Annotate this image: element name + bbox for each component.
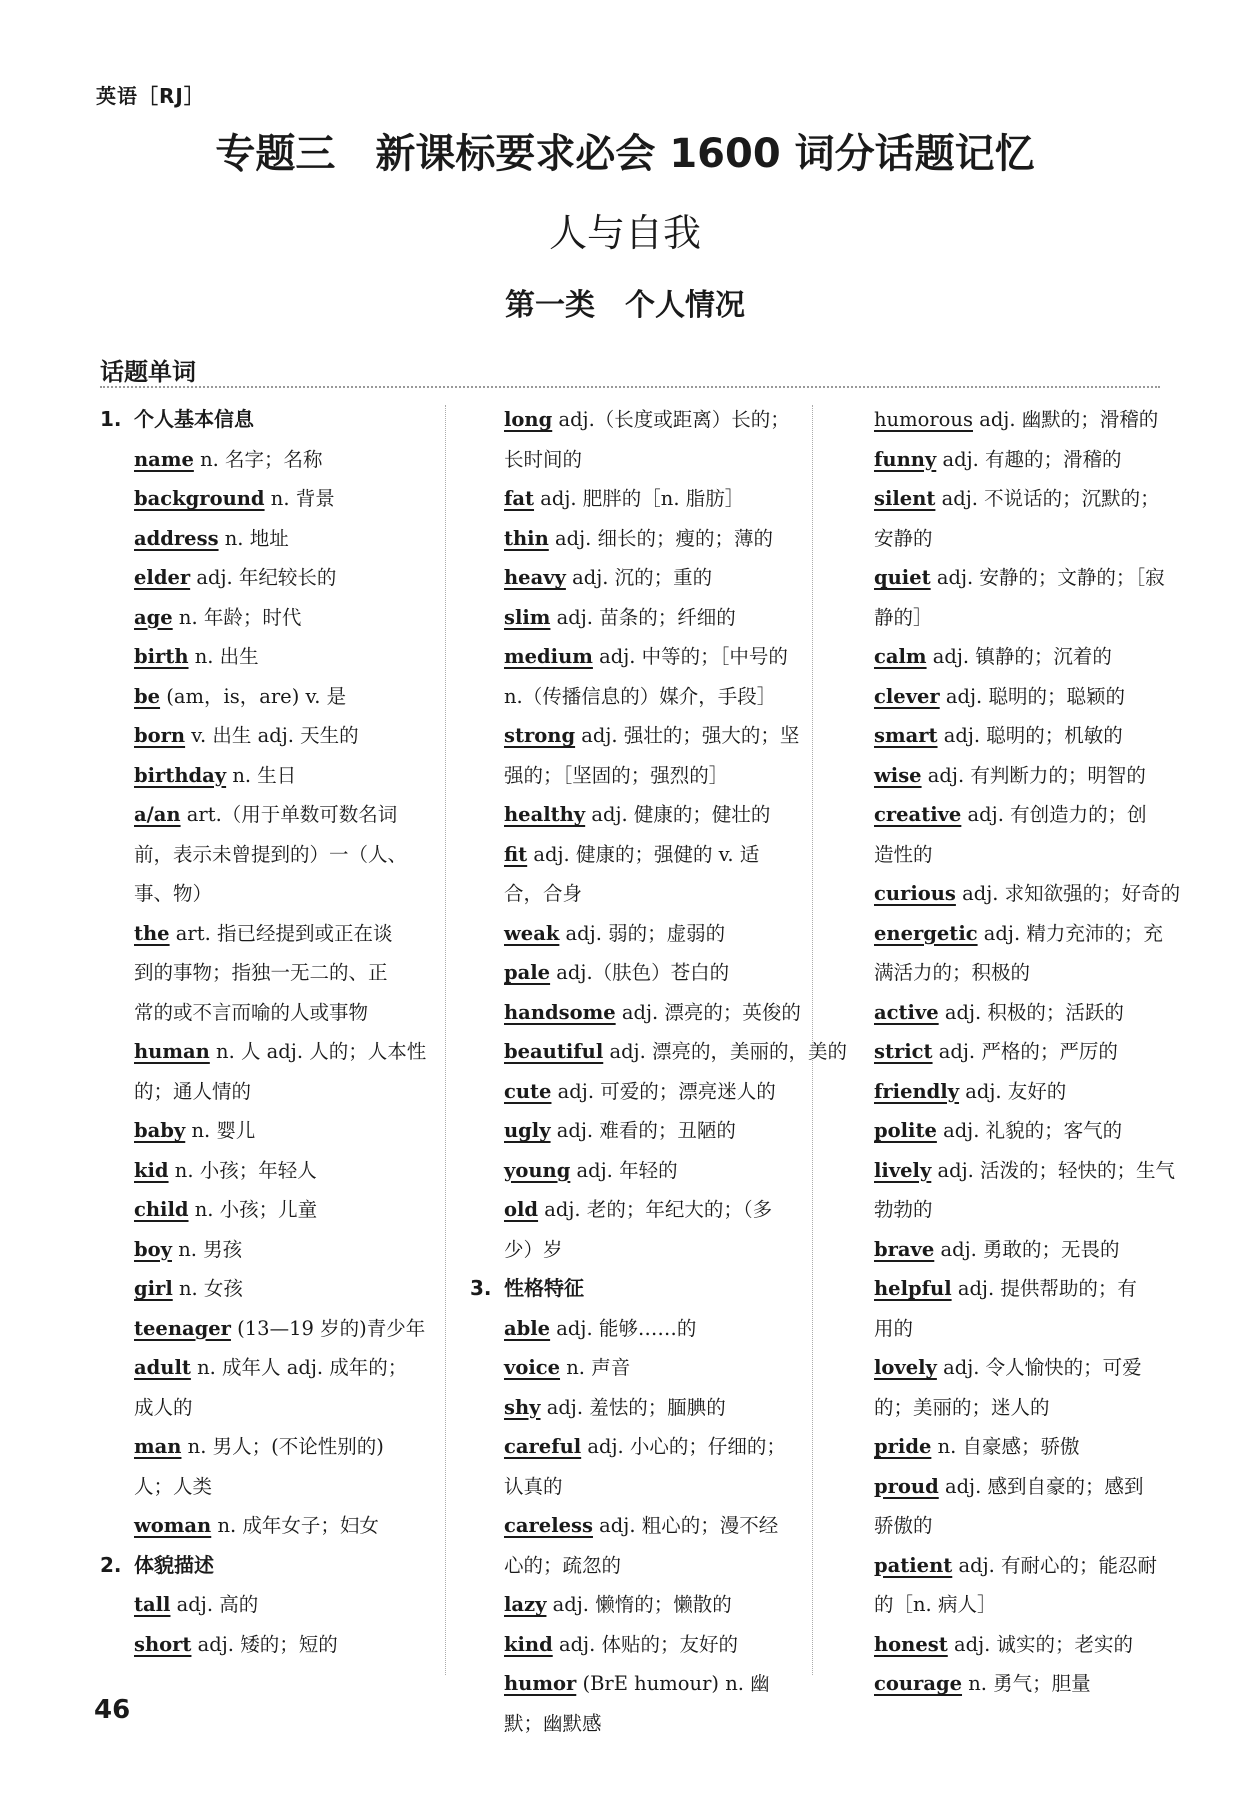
vocab-entry: [470, 1309, 795, 1349]
vocab-definition: adj. 聪明的；聪颖的: [945, 684, 1125, 708]
vocab-entry: [470, 835, 795, 875]
vocab-definition: adj. 健康的；强健的 v. 适: [533, 842, 760, 866]
definition-continuation: 勃勃的: [874, 1198, 933, 1221]
vocab-definition: n. 人 adj. 人的；人本性: [216, 1040, 427, 1063]
vocab-definition: adj. 有耐心的；能忍耐: [958, 1553, 1158, 1577]
definition-continuation: 事、物）: [134, 882, 213, 905]
vocab-definition: adj. 粗心的；漫不经: [599, 1514, 779, 1537]
vocab-word: be: [134, 684, 161, 708]
vocab-entry: [840, 1427, 1170, 1467]
vocab-word: teenager: [134, 1316, 231, 1340]
vocab-entry: [100, 1427, 435, 1467]
vocab-entry: [470, 1506, 795, 1546]
vocab-entry: [840, 874, 1181, 914]
definition-continuation: 常的或不言而喻的人或事物: [134, 1000, 369, 1024]
vocab-definition: adj. 难看的；丑陋的: [556, 1119, 736, 1142]
vocab-entry: [840, 756, 1170, 796]
definition-continuation: 的［n. 病人］: [874, 1593, 997, 1616]
vocab-word: background: [134, 487, 265, 510]
vocab-entry: [470, 1032, 848, 1072]
vocab-definition: (am，is，are) v. 是: [166, 684, 347, 708]
definition-continuation: 长时间的: [504, 447, 583, 471]
vocab-definition: adj. 安静的；文静的；［寂: [936, 566, 1165, 589]
vocab-entry: [840, 914, 1170, 954]
vocab-entry: [470, 1190, 795, 1230]
vocab-word: lovely: [874, 1356, 937, 1379]
vocab-word: careful: [504, 1435, 582, 1458]
vocab-entry: [840, 1269, 1170, 1309]
definition-continuation: 人；人类: [134, 1474, 213, 1498]
vocab-word: girl: [134, 1277, 173, 1300]
vocab-entry: [100, 637, 435, 677]
vocab-entry: [100, 479, 435, 519]
definition-continuation: 用的: [874, 1316, 914, 1340]
vocab-word: human: [134, 1040, 210, 1063]
vocab-entry: [470, 519, 795, 559]
vocab-entry: [470, 400, 795, 440]
vocab-word: pale: [504, 961, 551, 984]
category-title: 第一类 个人情况: [505, 288, 745, 323]
vocab-entry: [840, 1151, 1176, 1191]
vocab-word: humorous: [874, 408, 973, 431]
vocab-definition: n. 成年女子；妇女: [217, 1514, 379, 1537]
vocab-definition: adj. 漂亮的；英俊的: [621, 1000, 801, 1024]
vocab-definition: adj. 健康的；健壮的: [591, 803, 771, 826]
vocab-word: cute: [504, 1079, 552, 1103]
vocab-entry: [470, 1585, 795, 1625]
vocab-word: careless: [504, 1514, 593, 1537]
vocab-word: pride: [874, 1435, 932, 1458]
vocab-definition: n. 男孩: [178, 1237, 243, 1261]
vocab-entry: [840, 637, 1170, 677]
vocab-definition: adj. 沉的；重的: [572, 566, 713, 589]
vocab-definition: adj.（长度或距离）长的；: [558, 408, 790, 431]
definition-continuation: 的；美丽的；迷人的: [874, 1395, 1050, 1419]
vocab-entry: [100, 1190, 435, 1230]
vocab-entry: [470, 479, 795, 519]
vocab-word: proud: [874, 1474, 939, 1498]
vocab-definition: adj. 漂亮的，美丽的，美的: [609, 1040, 848, 1063]
vocab-word: baby: [134, 1119, 186, 1142]
vocab-word: quiet: [874, 566, 931, 589]
vocab-definition: n. 名字；名称: [200, 447, 323, 471]
vocab-entry: [840, 716, 1170, 756]
vocab-word: a/an: [134, 803, 181, 826]
vocab-definition: adj. 诚实的；老实的: [953, 1632, 1134, 1656]
vocab-definition: adj. 中等的；［中号的: [599, 645, 788, 668]
vocab-entry: [470, 993, 801, 1033]
vocab-definition: adj. 友好的: [965, 1079, 1067, 1103]
topic-number: 3.: [470, 1276, 492, 1300]
topic-title: 个人基本信息: [134, 407, 254, 431]
vocab-definition: n. 小孩；儿童: [194, 1198, 318, 1221]
vocab-word: short: [134, 1632, 192, 1656]
vocab-definition: adj. 活泼的；轻快的；生气: [937, 1158, 1176, 1182]
vocab-definition: adj. 小心的；仔细的；: [587, 1435, 786, 1458]
vocab-entry: [840, 1230, 1170, 1270]
vocab-word: age: [134, 605, 173, 629]
vocab-word: wise: [874, 763, 922, 787]
vocab-definition: adj. 肥胖的［n. 脂肪］: [540, 487, 745, 510]
definition-continuation: 强的；［坚固的；强烈的］: [504, 763, 729, 787]
vocab-entry: [100, 519, 435, 559]
vocab-entry: [470, 1427, 795, 1467]
vocab-definition: adj. 幽默的；滑稽的: [979, 408, 1159, 431]
vocab-word: lively: [874, 1158, 932, 1182]
vocab-definition: adj. 可爱的；漂亮迷人的: [557, 1079, 776, 1103]
vocab-word: honest: [874, 1632, 948, 1656]
vocab-entry: [100, 756, 435, 796]
vocab-word: long: [504, 408, 553, 431]
vocab-word: fit: [504, 842, 528, 866]
vocab-definition: n. 勇气；胆量: [968, 1672, 1091, 1695]
vocab-definition: n. 年龄；时代: [178, 605, 302, 629]
vocab-word: young: [504, 1158, 571, 1182]
vocab-entry: [840, 677, 1170, 717]
vocab-definition: adj.（肤色）苍白的: [556, 961, 730, 984]
vocab-entry: [100, 1348, 435, 1388]
topic-number: 1.: [100, 407, 122, 431]
vocab-word: courage: [874, 1672, 963, 1695]
vocab-definition: adj. 能够……的: [556, 1316, 697, 1340]
definition-continuation: n.（传播信息的）媒介，手段］: [504, 684, 777, 708]
vocab-word: beautiful: [504, 1040, 604, 1063]
vocab-entry: [470, 1151, 795, 1191]
vocab-entry: [100, 1625, 435, 1665]
vocab-entry: [840, 1032, 1170, 1072]
vocab-definition: adj. 强壮的；强大的；坚: [581, 724, 800, 747]
vocab-word: born: [134, 724, 186, 747]
vocab-definition: v. 出生 adj. 天生的: [191, 724, 359, 747]
vocab-word: fat: [504, 487, 535, 510]
topic-heading: [100, 1546, 435, 1586]
vocab-column-1: [100, 400, 435, 1664]
vocab-entry: [840, 1546, 1170, 1586]
vocab-entry: [470, 795, 795, 835]
vocab-word: handsome: [504, 1000, 616, 1024]
vocab-definition: adj. 聪明的；机敏的: [943, 724, 1123, 747]
vocab-definition: adj. 矮的；短的: [197, 1632, 338, 1656]
vocab-definition: adj. 精力充沛的；充: [983, 921, 1163, 945]
vocab-definition: n. 背景: [270, 487, 335, 510]
vocab-word: calm: [874, 645, 927, 668]
vocab-word: the: [134, 921, 170, 945]
vocab-word: lazy: [504, 1593, 547, 1616]
vocab-word: elder: [134, 566, 191, 589]
vocab-definition: adj. 镇静的；沉着的: [932, 645, 1112, 668]
vocab-word: old: [504, 1198, 539, 1221]
vocab-definition: n. 成年人 adj. 成年的；: [197, 1356, 408, 1379]
vocab-definition: adj. 弱的；虚弱的: [565, 921, 726, 945]
definition-continuation: 的；通人情的: [134, 1079, 252, 1103]
vocab-definition: adj. 严格的；严厉的: [938, 1040, 1118, 1063]
vocab-entry: [470, 1388, 795, 1428]
vocab-word: clever: [874, 684, 940, 708]
page-title: 专题三 新课标要求必会 1600 词分话题记忆: [215, 131, 1035, 177]
vocab-entry: [470, 1664, 795, 1704]
topic-number: 2.: [100, 1552, 122, 1577]
vocab-definition: n. 自豪感；骄傲: [937, 1435, 1080, 1458]
vocab-definition: adj. 羞怯的；腼腆的: [546, 1395, 726, 1419]
vocab-entry: [100, 716, 435, 756]
vocab-word: creative: [874, 803, 962, 826]
vocab-entry: [840, 993, 1170, 1033]
definition-continuation: 认真的: [504, 1474, 563, 1498]
vocab-word: active: [874, 1000, 939, 1024]
topic-heading: [470, 1269, 795, 1309]
vocab-definition: adj. 有创造力的；创: [967, 803, 1147, 826]
vocab-definition: n. 生日: [232, 763, 297, 787]
vocab-definition: adj. 苗条的；纤细的: [556, 605, 736, 629]
definition-continuation: 少）岁: [504, 1237, 563, 1261]
vocab-entry: [100, 440, 435, 480]
vocab-word: shy: [504, 1395, 541, 1419]
vocab-word: humor: [504, 1672, 577, 1695]
vocab-definition: adj. 不说话的；沉默的；: [941, 487, 1160, 510]
vocab-entry: [840, 795, 1170, 835]
vocab-word: heavy: [504, 566, 566, 589]
vocab-definition: adj. 勇敢的；无畏的: [940, 1237, 1120, 1261]
vocab-definition: (13—19 岁的)青少年: [237, 1316, 426, 1340]
vocab-definition: n. 婴儿: [191, 1119, 256, 1142]
definition-continuation: 安静的: [874, 526, 933, 550]
vocab-definition: n. 地址: [224, 526, 289, 550]
topic-title: 性格特征: [504, 1276, 584, 1300]
vocab-entry: [470, 716, 800, 756]
column-divider: [445, 405, 446, 1675]
vocab-word: woman: [134, 1514, 212, 1537]
vocab-definition: n. 小孩；年轻人: [174, 1158, 317, 1182]
vocab-word: medium: [504, 645, 593, 668]
vocab-entry: [840, 558, 1170, 598]
topic-title: 体貌描述: [134, 1552, 214, 1577]
vocab-definition: adj. 求知欲强的；好奇的: [962, 882, 1181, 905]
definition-continuation: 默；幽默感: [504, 1711, 602, 1735]
vocab-word: tall: [134, 1593, 171, 1616]
vocab-word: kid: [134, 1158, 169, 1182]
vocab-word: thin: [504, 526, 549, 550]
vocab-word: brave: [874, 1237, 935, 1261]
vocab-definition: adj. 懒惰的；懒散的: [552, 1593, 732, 1616]
definition-continuation: 成人的: [134, 1395, 193, 1419]
vocab-word: birthday: [134, 763, 227, 787]
vocab-definition: n. 声音: [566, 1356, 631, 1379]
vocab-word: healthy: [504, 803, 586, 826]
vocab-word: adult: [134, 1356, 191, 1379]
vocab-word: name: [134, 447, 194, 471]
vocab-word: kind: [504, 1632, 553, 1656]
vocab-word: curious: [874, 882, 956, 905]
vocab-entry: [470, 598, 795, 638]
section-title: 话题单词: [100, 358, 196, 386]
vocab-word: man: [134, 1435, 182, 1458]
vocab-definition: adj. 年轻的: [576, 1158, 678, 1182]
vocab-entry: [840, 1072, 1170, 1112]
vocab-entry: [100, 1585, 435, 1625]
vocab-definition: adj. 有趣的；滑稽的: [942, 447, 1122, 471]
vocab-entry: [840, 1111, 1170, 1151]
vocab-entry: [100, 1506, 435, 1546]
vocab-word: patient: [874, 1553, 953, 1577]
vocab-word: weak: [504, 921, 560, 945]
vocab-definition: adj. 体贴的；友好的: [558, 1632, 738, 1656]
subject-tag: 英语［RJ］: [96, 84, 205, 108]
definition-continuation: 前，表示未曾提到的）一（人、: [134, 842, 408, 866]
vocab-definition: n. 男人；(不论性别的): [187, 1435, 384, 1458]
vocab-entry: [470, 953, 795, 993]
vocab-entry: [840, 1348, 1170, 1388]
definition-continuation: 到的事物；指独一无二的、正: [134, 961, 388, 984]
definition-continuation: 合，合身: [504, 882, 583, 905]
vocab-entry: [100, 1269, 435, 1309]
vocab-definition: art.（用于单数可数名词: [186, 803, 398, 826]
vocab-definition: adj. 礼貌的；客气的: [943, 1119, 1123, 1142]
vocab-column-2: [470, 400, 848, 1743]
definition-continuation: 满活力的；积极的: [874, 961, 1031, 984]
vocab-entry: [840, 1664, 1170, 1704]
vocab-definition: adj. 高的: [176, 1593, 259, 1616]
vocab-definition: adj. 老的；年纪大的；（多: [544, 1198, 773, 1221]
vocab-column-3: [840, 400, 1181, 1704]
vocab-word: birth: [134, 645, 189, 668]
vocab-entry: [840, 1467, 1170, 1507]
vocab-entry: [100, 1230, 435, 1270]
vocab-word: strict: [874, 1040, 933, 1063]
vocab-entry: [470, 637, 795, 677]
vocab-definition: adj. 提供帮助的；有: [957, 1277, 1137, 1300]
vocab-entry: [840, 479, 1170, 519]
vocab-word: address: [134, 526, 219, 550]
vocab-word: polite: [874, 1119, 937, 1142]
vocab-definition: art. 指已经提到或正在谈: [175, 921, 393, 945]
vocab-entry: [470, 1348, 795, 1388]
vocab-entry: [840, 400, 1170, 440]
vocab-definition: adj. 年纪较长的: [196, 566, 337, 589]
vocab-word: voice: [504, 1356, 561, 1379]
vocab-entry: [100, 558, 435, 598]
vocab-word: friendly: [874, 1079, 960, 1103]
vocab-word: silent: [874, 487, 936, 510]
definition-continuation: 心的；疏忽的: [504, 1553, 622, 1577]
vocab-entry: [100, 1151, 435, 1191]
topic-heading: [100, 400, 435, 440]
vocab-definition: adj. 细长的；瘦的；薄的: [554, 526, 774, 550]
vocab-definition: adj. 有判断力的；明智的: [927, 763, 1146, 787]
vocab-entry: [840, 440, 1170, 480]
vocab-word: energetic: [874, 921, 978, 945]
vocab-definition: adj. 感到自豪的；感到: [944, 1474, 1144, 1498]
vocab-definition: n. 女孩: [178, 1277, 243, 1300]
vocab-entry: [100, 598, 435, 638]
definition-continuation: 骄傲的: [874, 1514, 933, 1537]
vocab-entry: [470, 558, 795, 598]
vocab-entry: [100, 1309, 435, 1349]
vocab-definition: adj. 积极的；活跃的: [944, 1000, 1124, 1024]
vocab-entry: [100, 795, 435, 835]
vocab-entry: [470, 914, 795, 954]
vocab-word: ugly: [504, 1119, 551, 1142]
section-divider: [100, 386, 1160, 388]
vocab-definition: adj. 令人愉快的；可爱: [943, 1356, 1142, 1379]
vocab-entry: [470, 1072, 795, 1112]
page-number: 46: [94, 1695, 131, 1725]
definition-continuation: 静的］: [874, 605, 933, 629]
vocab-entry: [470, 1625, 795, 1665]
vocab-word: strong: [504, 724, 576, 747]
vocab-word: funny: [874, 447, 937, 471]
vocab-entry: [100, 677, 435, 717]
vocab-word: able: [504, 1316, 551, 1340]
vocab-entry: [100, 914, 435, 954]
vocab-definition: (BrE humour) n. 幽: [582, 1672, 770, 1695]
vocab-entry: [100, 1032, 435, 1072]
vocab-word: boy: [134, 1237, 172, 1261]
definition-continuation: 造性的: [874, 842, 933, 866]
vocab-word: slim: [504, 605, 551, 629]
vocab-entry: [840, 1625, 1170, 1665]
vocab-entry: [470, 1111, 795, 1151]
vocab-word: smart: [874, 724, 938, 747]
vocab-definition: n. 出生: [194, 645, 259, 668]
vocab-entry: [100, 1111, 435, 1151]
vocab-word: child: [134, 1198, 189, 1221]
page-subtitle: 人与自我: [548, 211, 701, 255]
vocab-word: helpful: [874, 1277, 952, 1300]
